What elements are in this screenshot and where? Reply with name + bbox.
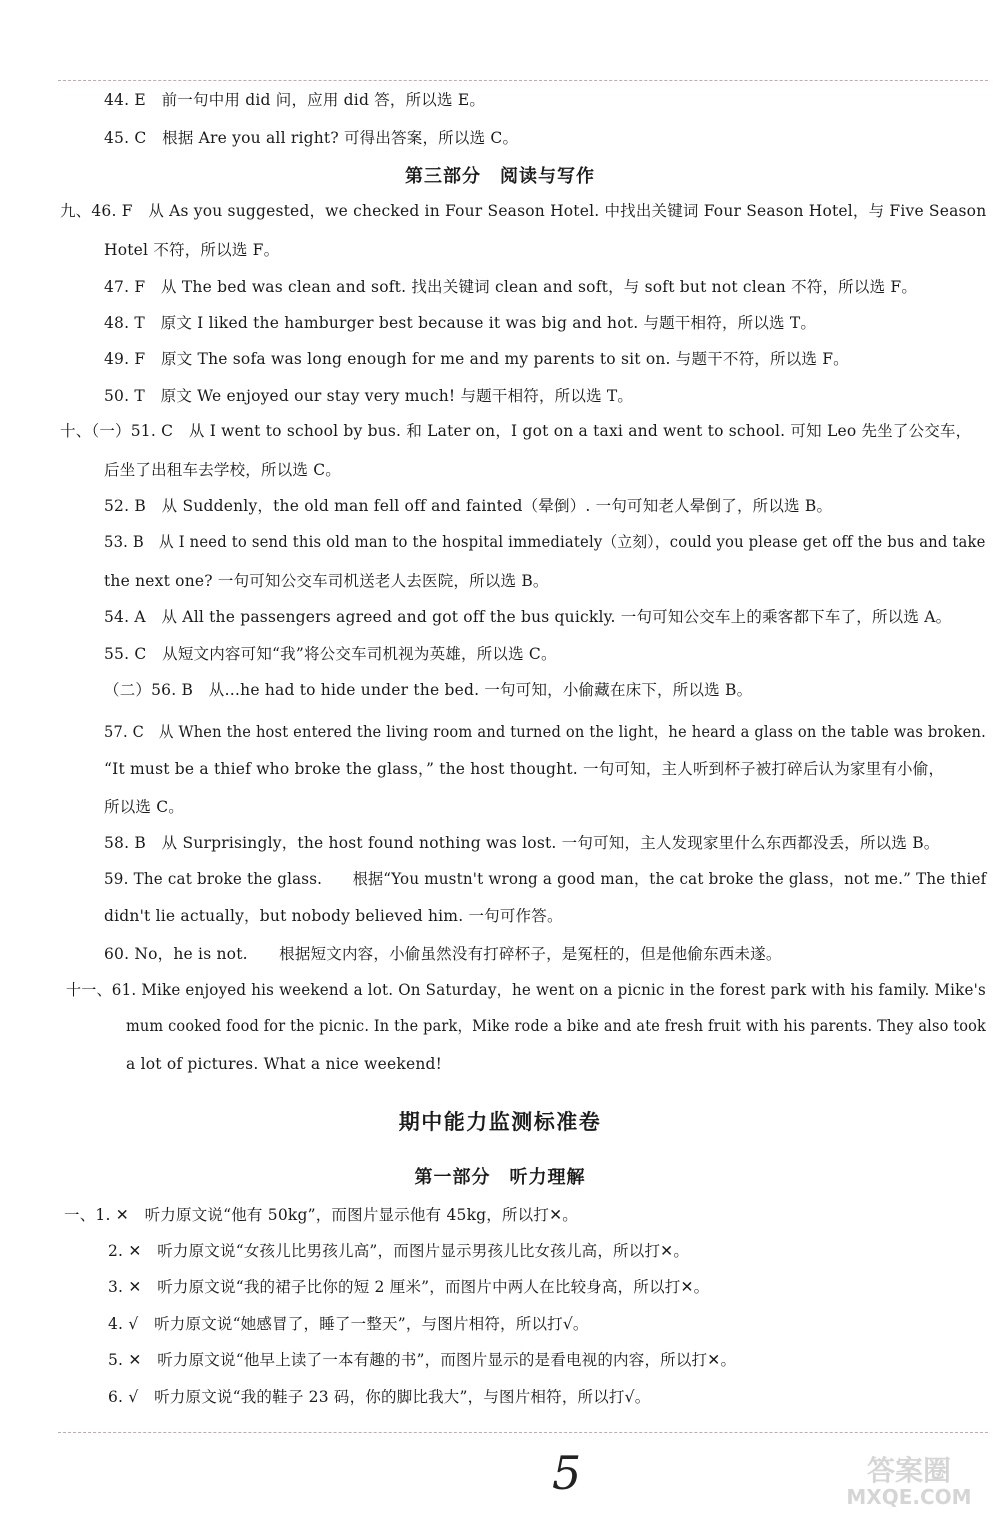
answer-59-cont: didn't lie actually，but nobody believed him. 一句可作答。 xyxy=(104,907,563,925)
answer-54: 54. A 从 All the passengers agreed and got off the bus quickly. 一句可知公交车上的乘客都下车了，所以选 A。 xyxy=(104,608,952,626)
listening-answer-5: 5. ✕ 听力原文说“他早上读了一本有趣的书”，而图片显示的是看电视的内容，所以打✕。 xyxy=(108,1351,737,1369)
answer-57-cont2: 所以选 C。 xyxy=(104,798,184,816)
answer-47: 47. F 从 The bed was clean and soft. 找出关键词 clean and soft，与 soft but not clean 不符，所以选 F。 xyxy=(104,278,918,296)
listening-answer-2: 2. ✕ 听力原文说“女孩儿比男孩儿高”，而图片显示男孩儿比女孩儿高，所以打✕。 xyxy=(108,1242,690,1260)
answer-49: 49. F 原文 The sofa was long enough for me and my parents to sit on. 与题干不符，所以选 F。 xyxy=(104,350,849,368)
watermark-text: 答案圈 xyxy=(866,1454,952,1487)
bottom-divider xyxy=(58,1432,988,1433)
answer-51-cont: 后坐了出租车去学校，所以选 C。 xyxy=(104,461,341,479)
listening-answer-1: 一、1. ✕ 听力原文说“他有 50kg”，而图片显示他有 45kg，所以打✕。 xyxy=(64,1206,578,1224)
part1-heading: 第一部分 听力理解 xyxy=(414,1167,586,1188)
answer-57: 57. C 从 When the host entered the living room and turned on the light，he heard a glass on the table was broken. xyxy=(104,723,986,741)
answer-44: 44. E 前一句中用 did 问，应用 did 答，所以选 E。 xyxy=(104,91,486,109)
page-number: 5 xyxy=(552,1446,582,1500)
answer-46: 九、46. F 从 As you suggested，we checked in Four Season Hotel. 中找出关键词 Four Season Hotel，与 Five Season xyxy=(60,202,987,220)
listening-answer-4: 4. √ 听力原文说“她感冒了，睡了一整天”，与图片相符，所以打√。 xyxy=(108,1315,589,1333)
answer-57-cont1: “It must be a thief who broke the glass，” the host thought. 一句可知，主人听到杯子被打碎后认为家里有小偷， xyxy=(104,760,945,778)
watermark-url: MXQE.COM xyxy=(846,1485,972,1509)
part3-heading: 第三部分 阅读与写作 xyxy=(405,166,595,187)
answer-52: 52. B 从 Suddenly，the old man fell off and fainted（晕倒）. 一句可知老人晕倒了，所以选 B。 xyxy=(104,497,833,515)
answer-59: 59. The cat broke the glass. 根据“You mustn't wrong a good man，the cat broke the glass，not me.” The thief xyxy=(104,870,987,888)
top-divider xyxy=(58,80,988,81)
listening-answer-3: 3. ✕ 听力原文说“我的裙子比你的短 2 厘米”，而图片中两人在比较身高，所以打✕。 xyxy=(108,1278,710,1296)
answer-56: （二）56. B 从…he had to hide under the bed. 一句可知，小偷藏在床下，所以选 B。 xyxy=(104,681,753,699)
answer-53-cont: the next one? 一句可知公交车司机送老人去医院，所以选 B。 xyxy=(104,572,549,590)
answer-46-cont: Hotel 不符，所以选 F。 xyxy=(104,241,280,259)
answer-61-cont1: mum cooked food for the picnic. In the park，Mike rode a bike and ate fresh fruit with his parents. They also took xyxy=(126,1017,987,1035)
listening-answer-6: 6. √ 听力原文说“我的鞋子 23 码，你的脚比我大”，与图片相符，所以打√。 xyxy=(108,1388,651,1406)
answer-61-cont2: a lot of pictures. What a nice weekend! xyxy=(126,1055,443,1073)
watermark-logo xyxy=(824,1450,994,1510)
answer-48: 48. T 原文 I liked the hamburger best because it was big and hot. 与题干相符，所以选 T。 xyxy=(104,314,817,332)
answer-51: 十、（一）51. C 从 I went to school by bus. 和 Later on，I got on a taxi and went to school. 可知 Leo 先坐了公交车， xyxy=(60,422,972,440)
answer-61: 十一、61. Mike enjoyed his weekend a lot. On Saturday，he went on a picnic in the forest park with his family. Mike's xyxy=(66,981,986,999)
answer-55: 55. C 从短文内容可知“我”将公交车司机视为英雄，所以选 C。 xyxy=(104,645,557,663)
answer-58: 58. B 从 Surprisingly，the host found nothing was lost. 一句可知，主人发现家里什么东西都没丢，所以选 B。 xyxy=(104,834,940,852)
answer-45: 45. C 根据 Are you all right? 可得出答案，所以选 C。 xyxy=(104,129,519,147)
exam-title: 期中能力监测标准卷 xyxy=(398,1110,602,1134)
answer-53: 53. B 从 I need to send this old man to the hospital immediately（立刻），could you please get off the bus and take xyxy=(104,533,986,551)
answer-50: 50. T 原文 We enjoyed our stay very much! 与题干相符，所以选 T。 xyxy=(104,387,634,405)
answer-60: 60. No，he is not. 根据短文内容，小偷虽然没有打碎杯子，是冤枉的，但是他偷东西未遂。 xyxy=(104,945,782,963)
